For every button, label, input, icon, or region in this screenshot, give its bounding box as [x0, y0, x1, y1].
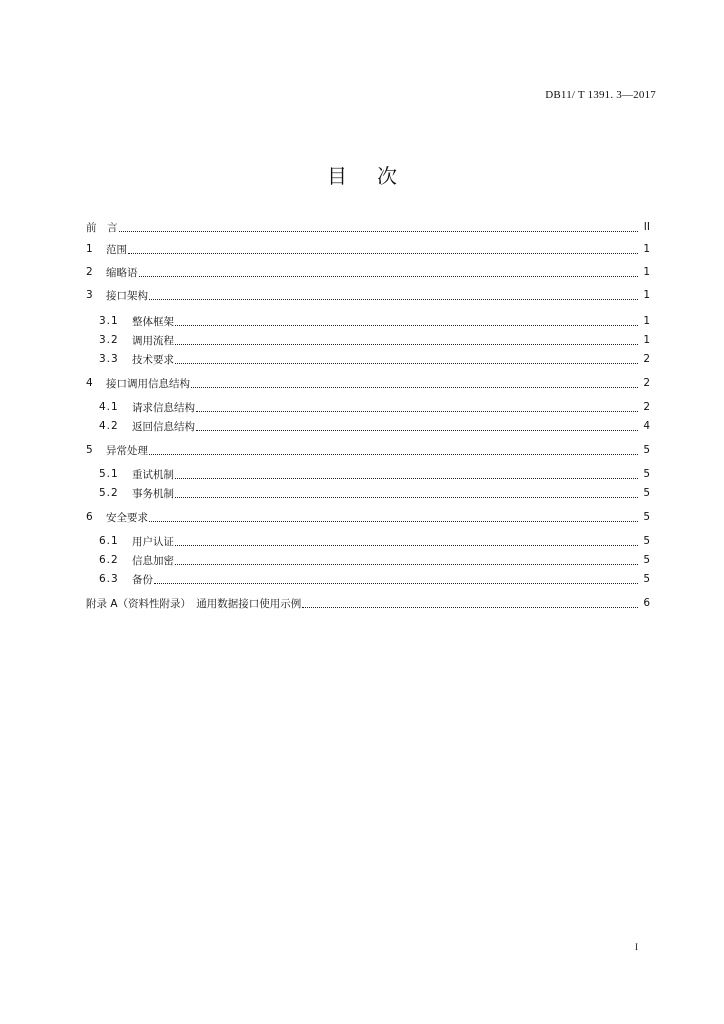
toc-label: 请求信息结构 — [132, 401, 195, 414]
toc-leader — [175, 477, 638, 479]
toc-leader — [149, 298, 638, 300]
toc-label: 接口架构 — [106, 289, 148, 302]
toc-page-number: 5 — [643, 444, 650, 456]
toc-entry-4[interactable] — [86, 375, 650, 391]
toc-page-number: 5 — [643, 487, 650, 499]
document-code: DB11/ T 1391. 3—2017 — [545, 89, 656, 101]
toc-page-number: 5 — [643, 535, 650, 547]
toc-number: 3.1 — [99, 315, 119, 327]
toc-label: 调用流程 — [132, 334, 174, 347]
toc-page-number: 5 — [643, 554, 650, 566]
toc-label: 事务机制 — [132, 487, 174, 500]
toc-number: 3 — [86, 289, 93, 301]
toc-entry-3[interactable] — [86, 287, 650, 303]
toc-number: 6.3 — [99, 573, 119, 585]
toc-entry-1[interactable] — [86, 241, 650, 257]
toc-label: 整体框架 — [132, 315, 174, 328]
toc-page-number: 1 — [643, 289, 650, 301]
toc-page-number: 4 — [643, 420, 650, 432]
toc-label: 异常处理 — [106, 444, 148, 457]
toc-entry-5-1[interactable] — [99, 466, 650, 482]
toc-leader — [128, 252, 638, 254]
toc-number: 6.2 — [99, 554, 119, 566]
toc-entry-4-1[interactable] — [99, 399, 650, 415]
toc-label: 用户认证 — [132, 535, 174, 548]
toc-page-number: 2 — [643, 401, 650, 413]
toc-leader — [175, 362, 638, 364]
toc-label: 返回信息结构 — [132, 420, 195, 433]
toc-leader — [154, 582, 638, 584]
toc-page-number: 1 — [643, 315, 650, 327]
toc-leader — [191, 386, 638, 388]
toc-number: 4.2 — [99, 420, 119, 432]
toc-number: 5 — [86, 444, 93, 456]
page-number: I — [635, 942, 638, 952]
toc-leader — [139, 275, 639, 277]
toc-label: 信息加密 — [132, 554, 174, 567]
toc-label: 附录 A（资料性附录） 通用数据接口使用示例 — [86, 597, 302, 610]
toc-number: 4.1 — [99, 401, 119, 413]
toc-page-number: 6 — [643, 597, 650, 609]
toc-page-number: 5 — [643, 573, 650, 585]
toc-entry-3-2[interactable] — [99, 332, 650, 348]
toc-leader — [196, 410, 638, 412]
toc-label: 接口调用信息结构 — [106, 377, 190, 390]
toc-page-number: 5 — [643, 468, 650, 480]
toc-entry-6-3[interactable] — [99, 571, 650, 587]
toc-label: 重试机制 — [132, 468, 174, 481]
toc-number: 6.1 — [99, 535, 119, 547]
toc-leader — [119, 230, 639, 232]
toc-number: 6 — [86, 511, 93, 523]
toc-leader — [175, 343, 638, 345]
toc-entry-appendix-a[interactable] — [86, 595, 650, 611]
toc-page-number: 1 — [643, 334, 650, 346]
toc-leader — [149, 453, 638, 455]
toc-label: 安全要求 — [106, 511, 148, 524]
toc-label: 范围 — [106, 243, 127, 256]
toc-entry-6-2[interactable] — [99, 552, 650, 568]
toc-page-number: 1 — [643, 266, 650, 278]
toc-page-number: 2 — [643, 377, 650, 389]
toc-page-number: 2 — [643, 353, 650, 365]
toc-number: 3.2 — [99, 334, 119, 346]
toc-entry-6[interactable] — [86, 509, 650, 525]
toc-entry-6-1[interactable] — [99, 533, 650, 549]
page-title: 目次 — [327, 164, 427, 188]
toc-entry-foreword[interactable] — [86, 219, 650, 235]
toc-number: 3.3 — [99, 353, 119, 365]
toc-leader — [149, 520, 638, 522]
toc-entry-5-2[interactable] — [99, 485, 650, 501]
toc-leader — [175, 324, 638, 326]
toc-entry-2[interactable] — [86, 264, 650, 280]
toc-label: 技术要求 — [132, 353, 174, 366]
toc-page-number: 1 — [643, 243, 650, 255]
toc-entry-3-1[interactable] — [99, 313, 650, 329]
toc-entry-5[interactable] — [86, 442, 650, 458]
toc-number: 2 — [86, 266, 93, 278]
toc-page-number: 5 — [643, 511, 650, 523]
toc-label: 前 言 — [86, 221, 118, 234]
toc-number: 5.2 — [99, 487, 119, 499]
toc-leader — [302, 606, 638, 608]
toc-leader — [175, 563, 638, 565]
toc-number: 4 — [86, 377, 93, 389]
toc-label: 缩略语 — [106, 266, 138, 279]
toc-leader — [175, 496, 638, 498]
toc-leader — [175, 544, 638, 546]
toc-number: 5.1 — [99, 468, 119, 480]
toc-number: 1 — [86, 243, 93, 255]
toc-page-number: II — [643, 221, 650, 233]
toc-entry-4-2[interactable] — [99, 418, 650, 434]
toc-leader — [196, 429, 638, 431]
toc-entry-3-3[interactable] — [99, 351, 650, 367]
toc-label: 备份 — [132, 573, 153, 586]
